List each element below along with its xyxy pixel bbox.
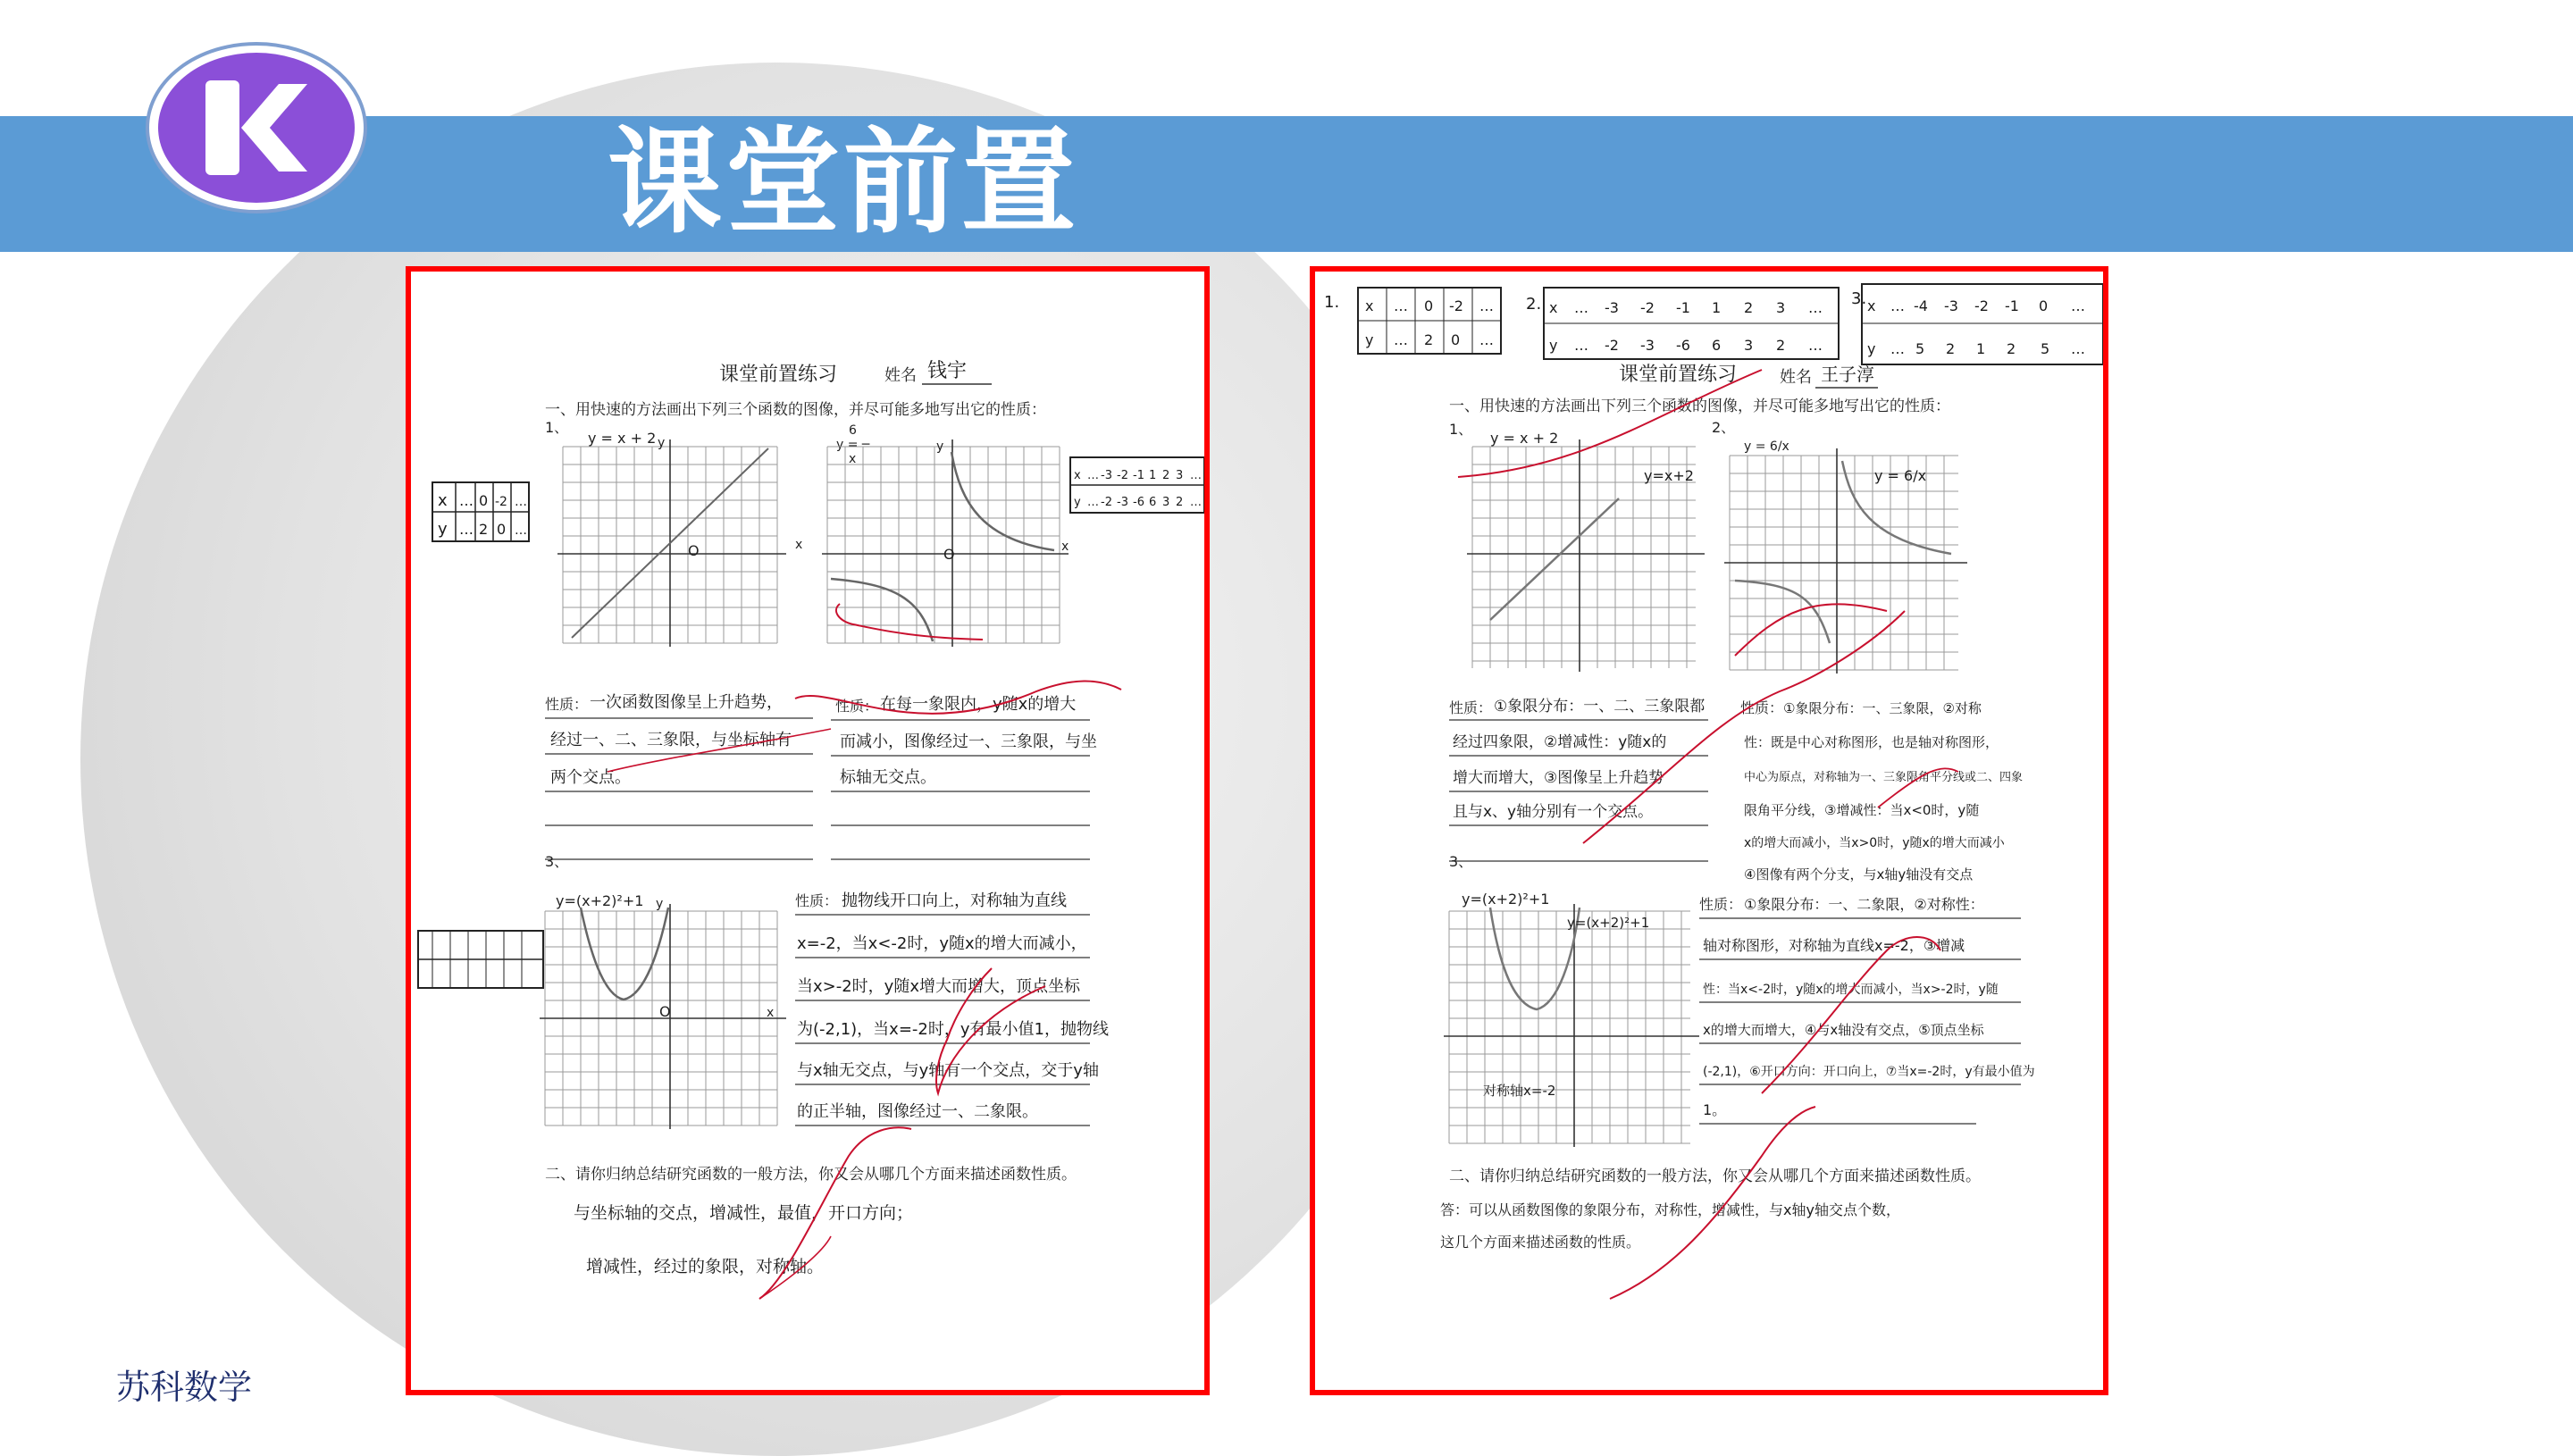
graph-formula: y=(x+2)²+1 [1462, 891, 1550, 908]
table-cell: 2 [1776, 337, 1786, 354]
graph-note: 对称轴x=-2 [1483, 1083, 1556, 1099]
table-cell: … [1890, 297, 1905, 314]
table-cell: … [1394, 297, 1408, 314]
table-cell: 0 [497, 521, 507, 538]
origin-label: O [943, 546, 955, 563]
prop-label: 性质： [1740, 699, 1784, 716]
table-cell: … [1574, 337, 1588, 354]
table-cell: … [515, 495, 527, 509]
table-cell: … [1190, 469, 1202, 482]
answer-line: ①象限分布：一、三象限，②对称 [1783, 700, 1982, 716]
axis-label-y: y [656, 897, 664, 911]
table-cell: y [1074, 496, 1081, 509]
table-cell: 0 [1451, 331, 1461, 348]
table-cell: 2 [1946, 340, 1956, 357]
table-cell: 3 [1776, 299, 1786, 316]
prop-label: 性质： [795, 892, 839, 909]
table-cell: … [1394, 331, 1408, 348]
table-cell: 1 [1712, 299, 1722, 316]
right-graph-3 [1444, 891, 1699, 1147]
axis-label-x: x [767, 1006, 775, 1020]
table-cell: -3 [1605, 299, 1619, 316]
left-student-name: 钱宇 [927, 360, 968, 382]
prop-label: 性质： [545, 696, 589, 713]
answer-line: 性：既是中心对称图形，也是轴对称图形， [1744, 734, 1999, 750]
answer-line: 经过四象限，②增减性：y随x的 [1453, 733, 1667, 751]
prop-label: 性质： [1699, 896, 1743, 913]
table-cell: -2 [1640, 299, 1655, 316]
answer-line: 而减小，图像经过一、三象限，与坐 [840, 732, 1097, 751]
prop-label: 性质： [1449, 699, 1493, 716]
table-label: 1. [1324, 293, 1340, 312]
left-name-label: 姓名 [884, 366, 917, 385]
question-number: 3、 [545, 853, 569, 870]
table-cell: y [438, 520, 448, 539]
right-heading: 课堂前置练习 [1619, 364, 1738, 386]
graph-grid [822, 439, 1069, 647]
table-cell: -4 [1914, 297, 1928, 314]
graph-formula-den: x [849, 452, 857, 466]
table-cell: 6 [1149, 496, 1157, 509]
graph-formula-num: 6 [849, 423, 857, 438]
left-table-3 [418, 931, 543, 988]
graph-note: y=(x+2)²+1 [1567, 915, 1650, 931]
table-cell: 2 [1162, 469, 1170, 482]
prop-label: 性质： [835, 698, 879, 715]
answer-line: 限角平分线，③增减性：当x<0时，y随 [1744, 802, 1980, 818]
table-cell: … [1087, 469, 1099, 482]
table-cell: 5 [2041, 340, 2050, 357]
answer-line: x=-2，当x<-2时，y随x的增大而减小， [797, 934, 1087, 953]
table-cell: -2 [1101, 496, 1112, 509]
axis-label-y: y [936, 439, 944, 454]
answer-line: 中心为原点，对称轴为一、三象限角平分线或二、四象 [1744, 771, 2024, 784]
slide-title: 课堂前置 [608, 115, 1080, 249]
table-cell: 2 [1424, 331, 1434, 348]
left-heading: 课堂前置练习 [719, 364, 838, 386]
table-cell: -1 [2005, 297, 2019, 314]
answer-line: ①象限分布：一、二、三象限都 [1494, 698, 1706, 715]
answer-line: 增减性，经过的象限，对称轴。 [586, 1257, 825, 1276]
left-graph-1 [557, 430, 802, 647]
right-top-tables [1324, 284, 2103, 364]
graph-grid [557, 439, 786, 647]
left-worksheet [406, 266, 1210, 1395]
table-cell: 3 [1176, 469, 1184, 482]
table-cell: y [1365, 331, 1374, 348]
right-q2-intro: 二、请你归纳总结研究函数的一般方法，你又会从哪几个方面来描述函数性质。 [1449, 1167, 1981, 1185]
table-cell: … [1890, 340, 1905, 357]
left-table-2 [1070, 457, 1204, 513]
table-cell: -2 [1449, 297, 1463, 314]
table-cell: … [1808, 299, 1823, 316]
answer-line: x的增大而增大，④与x轴没有交点，⑤顶点坐标 [1703, 1022, 1984, 1038]
answer-line: 性：当x<-2时，y随x的增大而减小，当x>-2时，y随 [1703, 983, 1999, 997]
right-graph-2 [1724, 439, 1967, 674]
table-cell: 2 [1176, 496, 1184, 509]
table-cell: -3 [1117, 496, 1128, 509]
table-cell: … [2071, 340, 2085, 357]
table-cell: … [1190, 496, 1202, 509]
table-cell: x [1074, 469, 1081, 482]
table-cell: … [459, 492, 474, 509]
answer-line: 两个交点。 [550, 768, 631, 787]
graph-formula: y = x + 2 [1490, 430, 1559, 447]
table-cell: … [1087, 496, 1099, 509]
table-cell: -1 [1676, 299, 1690, 316]
origin-label: O [659, 1003, 671, 1020]
table-cell: -3 [1101, 469, 1112, 482]
table-cell: 3 [1162, 496, 1170, 509]
answer-line: 答：可以从函数图像的象限分布，对称性，增减性，与x轴y轴交点个数， [1440, 1201, 1900, 1218]
table-cell: y [1549, 337, 1558, 354]
answer-line: 的正半轴，图像经过一、二象限。 [797, 1102, 1038, 1121]
answer-line: (-2,1)，⑥开口方向：开口向上，⑦当x=-2时，y有最小值为 [1703, 1065, 2035, 1079]
purple-k-logo-icon [145, 41, 368, 214]
graph-formula: y = x + 2 [588, 430, 657, 447]
table-cell: -2 [1117, 469, 1128, 482]
answer-line: x的增大而减小，当x>0时，y随x的增大而减小 [1744, 836, 2005, 850]
table-cell: -3 [1944, 297, 1958, 314]
right-name-label: 姓名 [1780, 368, 1812, 387]
question-number: 1、 [1449, 421, 1473, 438]
right-graph-1 [1467, 430, 1705, 672]
table-cell: x [438, 491, 448, 510]
table-cell: 6 [1712, 337, 1722, 354]
graph-grid [1444, 904, 1699, 1147]
table-cell: -2 [495, 495, 507, 509]
answer-line: ④图像有两个分支，与x轴y轴没有交点 [1744, 866, 1974, 883]
answer-line: 经过一、二、三象限，与坐标轴有 [550, 731, 792, 749]
answer-line: 一次函数图像呈上升趋势， [590, 693, 783, 712]
answer-line: 为(-2,1)，当x=-2时，y有最小值1，抛物线 [797, 1020, 1109, 1039]
table-cell: … [1574, 299, 1588, 316]
right-student-name: 王子淳 [1821, 364, 1874, 385]
table-cell: 0 [2039, 297, 2049, 314]
graph-note: y = 6/x [1874, 467, 1927, 484]
table-cell: … [1479, 297, 1494, 314]
table-cell: 2 [1744, 299, 1754, 316]
graph-formula: y=(x+2)²+1 [556, 892, 644, 909]
title-banner [0, 116, 2573, 252]
answer-line: 1。 [1703, 1101, 1727, 1118]
table-cell: … [1808, 337, 1823, 354]
left-graph-2 [822, 423, 1069, 647]
answer-line: ①象限分布：一、二象限，②对称性： [1744, 896, 1984, 913]
answer-line: 抛物线开口向上，对称轴为直线 [842, 891, 1067, 910]
table-cell: 1 [1976, 340, 1986, 357]
axis-label-y: y [658, 436, 666, 450]
right-q1-intro: 一、用快速的方法画出下列三个函数的图像，并尽可能多地写出它的性质： [1449, 397, 1950, 415]
left-q2-intro: 二、请你归纳总结研究函数的一般方法，你又会从哪几个方面来描述函数性质。 [545, 1166, 1077, 1184]
table-cell: -1 [1133, 469, 1144, 482]
table-cell: y [1867, 340, 1876, 357]
graph-formula: y = 6/x [1744, 439, 1789, 454]
answer-line: 在每一象限内，y随x的增大 [880, 695, 1077, 714]
table-cell: … [459, 521, 474, 538]
answer-line: 与坐标轴的交点，增减性，最值，开口方向； [574, 1203, 914, 1223]
table-cell: x [1867, 297, 1876, 314]
table-cell: -2 [1605, 337, 1619, 354]
table-cell: … [2071, 297, 2085, 314]
left-graph-3 [540, 892, 786, 1129]
table-cell: … [515, 523, 527, 538]
table-cell: x [1365, 297, 1374, 314]
left-q1-intro: 一、用快速的方法画出下列三个函数的图像，并尽可能多地写出它的性质： [545, 401, 1046, 419]
table-cell: 0 [1424, 297, 1434, 314]
table-cell: -6 [1133, 496, 1144, 509]
table-cell: … [1479, 331, 1494, 348]
table-cell: -3 [1640, 337, 1655, 354]
graph-formula: y = ─ [836, 438, 870, 452]
footer-label: 苏科数学 [116, 1368, 253, 1407]
table-label: 3. [1851, 289, 1867, 308]
left-table-1 [432, 482, 529, 541]
table-cell: 1 [1149, 469, 1157, 482]
table-cell: -6 [1676, 337, 1690, 354]
graph-note: y=x+2 [1644, 467, 1694, 484]
axis-label-x: x [1061, 540, 1069, 554]
right-worksheet [1310, 266, 2108, 1395]
question-number: 2、 [1712, 419, 1736, 436]
table-cell: 3 [1744, 337, 1754, 354]
table-cell: 0 [479, 492, 489, 509]
answer-line: 增大而增大，③图像呈上升趋势 [1453, 769, 1664, 787]
table-cell: 2 [2007, 340, 2016, 357]
graph-grid [1724, 448, 1967, 674]
answer-line: 标轴无交点。 [840, 768, 936, 787]
answer-line: 与x轴无交点，与y轴有一个交点，交于y轴 [797, 1061, 1099, 1080]
question-number: 3、 [1449, 853, 1473, 870]
origin-label: O [688, 542, 700, 559]
left-num1: 1、 [545, 419, 569, 436]
table-label: 2. [1526, 295, 1542, 314]
answer-line: 轴对称图形，对称轴为直线x=-2，③增减 [1703, 937, 1965, 954]
answer-line: 这几个方面来描述函数的性质。 [1440, 1234, 1641, 1251]
table-cell: x [1549, 299, 1558, 316]
answer-line: 当x>-2时，y随x增大而增大，顶点坐标 [797, 977, 1080, 996]
answer-line: 且与x、y轴分别有一个交点。 [1453, 803, 1654, 821]
axis-label-x: x [795, 538, 803, 552]
table-cell: -2 [1974, 297, 1989, 314]
table-cell: 5 [1915, 340, 1925, 357]
table-cell: 2 [479, 521, 489, 538]
